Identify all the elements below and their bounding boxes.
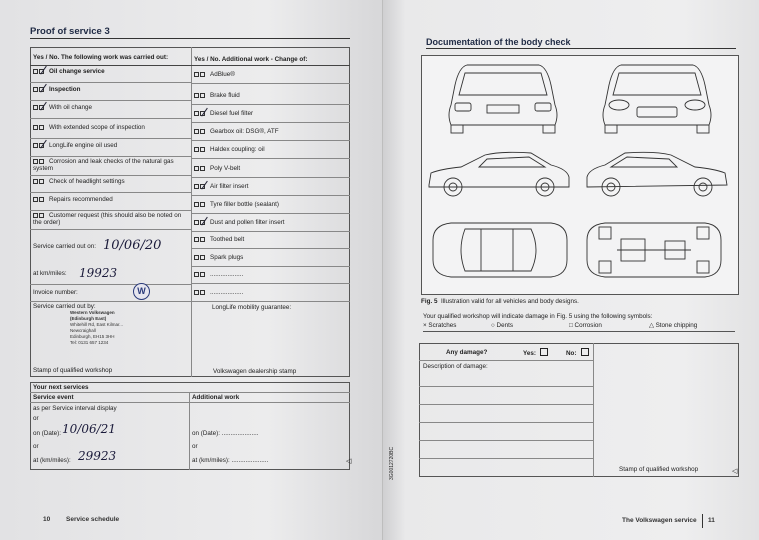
car-top-view [433, 223, 567, 277]
car-right-side [587, 152, 727, 196]
page-title-right: Documentation of the body check [426, 37, 571, 47]
stamp-dealership-label: Volkswagen dealership stamp [213, 368, 297, 375]
description-label: Description of damage: [423, 363, 488, 370]
checkbox-icon[interactable] [200, 202, 205, 207]
checkbox-icon[interactable] [194, 202, 199, 207]
additional-item: Poly V-belt [194, 165, 240, 172]
next-col1: Service event [33, 394, 74, 401]
service-item: With extended scope of inspection [33, 124, 189, 131]
damage-symbol: △ Stone chipping [649, 322, 698, 329]
service-item: LongLife engine oil used [33, 142, 189, 149]
checkbox-icon[interactable] [194, 147, 199, 152]
or-label-3: or [192, 443, 198, 450]
km-label: at km/miles: [33, 270, 67, 277]
col1-header: Yes / No. The following work was carried out: [33, 54, 169, 61]
right-page [383, 0, 759, 540]
car-rear-view [449, 65, 557, 133]
additional-item: Dust and pollen filter insert [194, 219, 285, 226]
additional-item: ................... [194, 271, 243, 278]
footer-right: The Volkswagen service [622, 517, 697, 524]
yes-checkbox[interactable] [540, 348, 548, 356]
checkbox-icon[interactable] [194, 290, 199, 295]
checkbox-icon[interactable] [33, 213, 38, 218]
checkbox-icon[interactable] [200, 255, 205, 260]
stamp-label-right: Stamp of qualified workshop [619, 466, 699, 473]
dealer-stamp [70, 310, 123, 346]
service-by-label: Service carried out by: [33, 303, 96, 310]
service-item: With oil change [33, 104, 189, 111]
on-date-label: on (Date): [33, 430, 61, 437]
additional-item: ................... [194, 289, 243, 296]
damage-symbol: ○ Dents [491, 322, 514, 329]
checkbox-icon[interactable] [33, 197, 38, 202]
checkbox-icon[interactable] [200, 290, 205, 295]
or-label-1: or [33, 415, 39, 422]
as-per-label: as per Service interval display [33, 405, 117, 412]
arrow-mark: ◁ [346, 458, 352, 465]
side-code: 3G0012720BC [389, 446, 395, 480]
damage-symbol: □ Corrosion [569, 322, 602, 329]
checkbox-icon[interactable] [33, 179, 38, 184]
additional-item: Toothed belt [194, 236, 244, 243]
car-left-side [429, 152, 569, 196]
stamp-line: Western Volkswagen [70, 310, 115, 315]
service-item: Repairs recommended [33, 196, 189, 203]
checkbox-icon[interactable] [194, 272, 199, 277]
volkswagen-logo: W [133, 283, 150, 300]
service-item: Customer request (this should also be noted on the order) [33, 212, 182, 226]
checkbox-icon[interactable] [194, 237, 199, 242]
checkbox-icon[interactable] [200, 93, 205, 98]
service-item: Corrosion and leak checks of the natural gas system [33, 158, 174, 172]
checkbox-icon[interactable] [39, 125, 44, 130]
page-title: Proof of service 3 [30, 26, 110, 37]
checkbox-icon[interactable] [194, 255, 199, 260]
next-services-title: Your next services [33, 384, 89, 391]
service-item: Inspection [33, 86, 189, 93]
any-damage-label: Any damage? [446, 349, 488, 356]
page-number-left: 10 [43, 516, 51, 523]
additional-item: Diesel fuel filter [194, 110, 253, 117]
km-value: 19923 [79, 266, 118, 280]
stamp-line: Newcraighall [70, 328, 96, 333]
checkbox-icon[interactable] [194, 72, 199, 77]
vehicle-outlines [421, 55, 739, 295]
checkbox-icon[interactable] [200, 129, 205, 134]
car-underbody-view [587, 223, 721, 277]
at-km2-dots: at (km/miles): ..................... [192, 457, 269, 464]
checkbox-icon[interactable] [33, 159, 38, 164]
checkbox-icon[interactable] [39, 213, 44, 218]
additional-item: Tyre filler bottle (sealant) [194, 201, 279, 208]
symbols-intro: Your qualified workshop will indicate damage in Fig. 5 using the following symbols: [423, 313, 653, 320]
checkbox-icon[interactable] [200, 272, 205, 277]
no-checkbox[interactable] [581, 348, 589, 356]
no-label: No: [566, 350, 577, 357]
next-col2: Additional work [192, 394, 240, 401]
additional-item: Brake fluid [194, 92, 240, 99]
or-label-2: or [33, 443, 39, 450]
additional-item: Air filter insert [194, 183, 249, 190]
additional-item: Gearbox oil: DSG®, ATF [194, 128, 279, 135]
page-number-right: 11 [708, 517, 715, 524]
stamp-line: (Edinburgh East) [70, 316, 107, 321]
on-date-value: 10/06/21 [62, 422, 116, 436]
checkbox-icon[interactable] [194, 166, 199, 171]
checkbox-icon[interactable] [39, 159, 44, 164]
stamp-workshop-label: Stamp of qualified workshop [33, 367, 113, 374]
additional-item: Haldex coupling: oil [194, 146, 265, 153]
longlife-label: LongLife mobility guarantee: [212, 304, 292, 311]
col2-header: Yes / No. Additional work - Change of: [194, 56, 308, 63]
footer-left: Service schedule [66, 516, 120, 523]
yes-label: Yes: [523, 350, 536, 357]
stamp-line: Whitehill Rd, East Kilmar... [70, 322, 124, 327]
service-item: Check of headlight settings [33, 178, 189, 185]
arrow-mark-right: ◁ [732, 468, 738, 475]
checkbox-icon[interactable] [200, 237, 205, 242]
at-km2-label: at (km/miles): [33, 457, 71, 464]
damage-symbol: × Scratches [423, 322, 457, 329]
stamp-line: Edinburgh, EH15 3HH [70, 334, 115, 339]
checkbox-icon[interactable] [194, 93, 199, 98]
checkbox-icon[interactable] [200, 147, 205, 152]
checkbox-icon[interactable] [39, 179, 44, 184]
checkbox-icon[interactable] [194, 129, 199, 134]
checkbox-icon[interactable] [33, 125, 38, 130]
additional-item: Spark plugs [194, 254, 243, 261]
checkbox-icon[interactable] [39, 197, 44, 202]
additional-item: AdBlue® [194, 71, 235, 78]
service-item: Oil change service [33, 68, 189, 75]
fig-caption: Fig. 5 Illustration valid for all vehicles and body designs. [421, 298, 579, 305]
car-front-view [603, 65, 711, 133]
checkbox-icon[interactable] [200, 166, 205, 171]
service-date-label: Service carried out on: [33, 243, 96, 250]
invoice-label: Invoice number: [33, 289, 78, 296]
service-date-value: 10/06/20 [103, 238, 162, 253]
stamp-line: Tel: 0131 657 1234 [70, 340, 109, 345]
on-date-dots: on (Date): ..................... [192, 430, 259, 437]
checkbox-icon[interactable] [200, 72, 205, 77]
at-km2-value: 29923 [78, 449, 117, 463]
